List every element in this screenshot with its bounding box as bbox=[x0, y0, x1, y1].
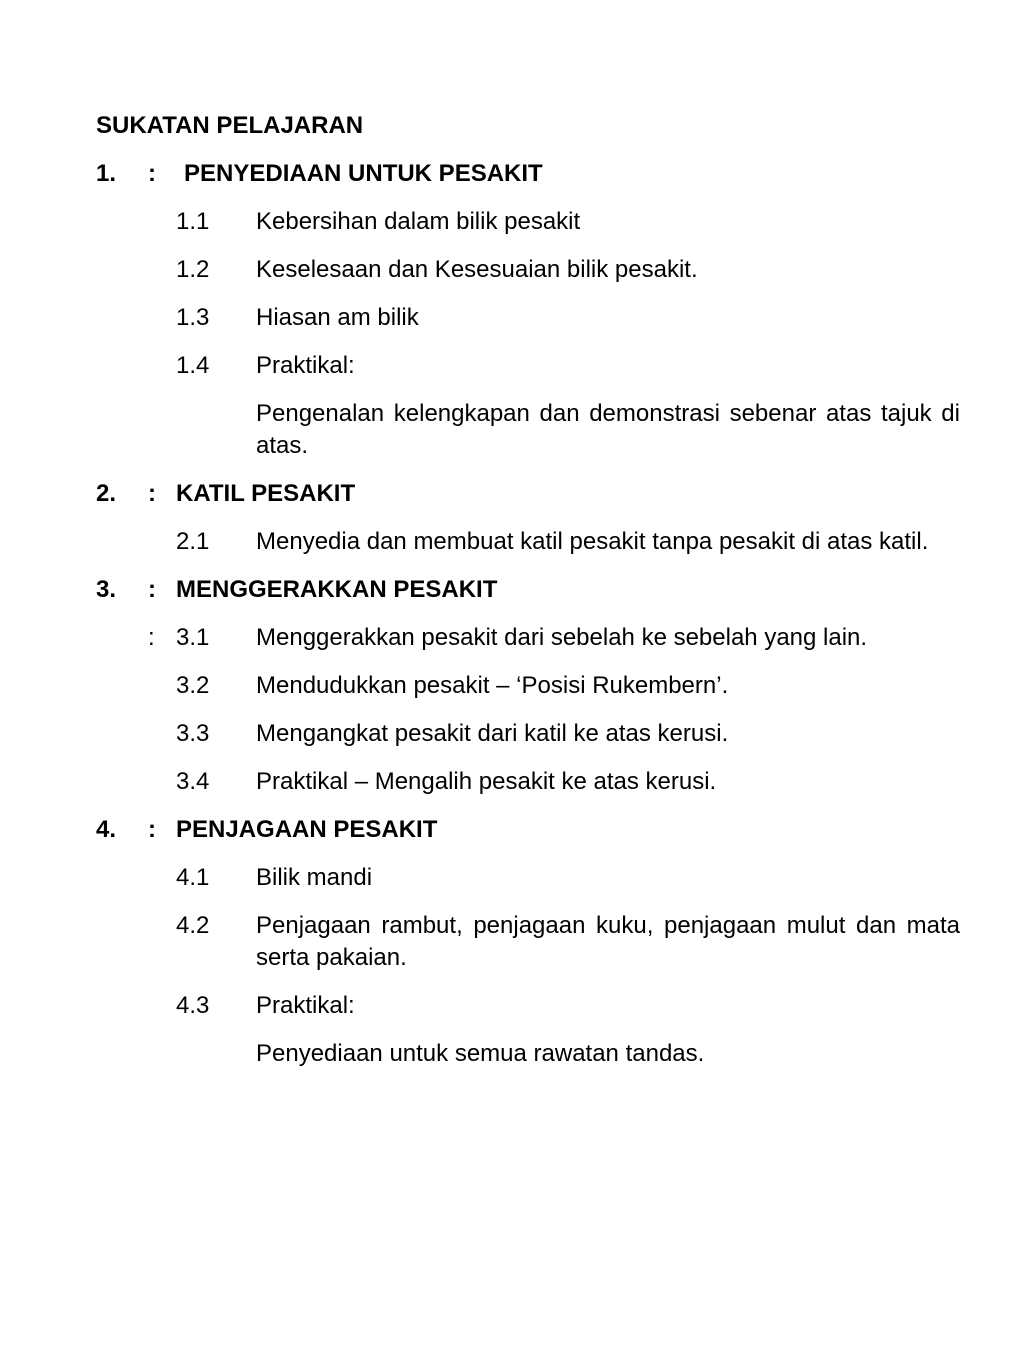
item-text: Praktikal: bbox=[256, 352, 355, 379]
section-number: 1. bbox=[96, 160, 117, 187]
section-number: 4. bbox=[96, 816, 117, 843]
section-colon: : bbox=[148, 816, 156, 843]
note-text: Penyediaan untuk semua rawatan tandas. bbox=[256, 1040, 705, 1067]
item-text: Hiasan am bilik bbox=[256, 304, 419, 331]
syllabus-document bbox=[96, 110, 960, 1086]
section-colon: : bbox=[148, 480, 156, 507]
item-number: 3.4 bbox=[176, 768, 210, 795]
item-number: 4.2 bbox=[176, 912, 210, 939]
item-number: 2.1 bbox=[176, 528, 210, 555]
list-item bbox=[96, 910, 960, 974]
item-number: 1.2 bbox=[176, 256, 210, 283]
item-number: 4.1 bbox=[176, 864, 210, 891]
note-text: Pengenalan kelengkapan dan demonstrasi sebenar atas tajuk di atas. bbox=[256, 400, 960, 459]
section-heading-4 bbox=[96, 814, 960, 846]
list-item bbox=[96, 254, 960, 286]
section-colon: : bbox=[148, 576, 156, 603]
section-title: PENJAGAAN PESAKIT bbox=[176, 816, 438, 843]
item-text: Penjagaan rambut, penjagaan kuku, penjagaan mulut dan mata serta pakaian. bbox=[256, 912, 960, 971]
item-text: Menggerakkan pesakit dari sebelah ke sebelah yang lain. bbox=[256, 624, 868, 651]
item-text: Mendudukkan pesakit – ‘Posisi Rukembern’. bbox=[256, 672, 729, 699]
section-heading-3 bbox=[96, 574, 960, 606]
list-item bbox=[96, 766, 960, 798]
list-item bbox=[96, 718, 960, 750]
item-number: 3.1 bbox=[176, 624, 210, 651]
section-heading-1 bbox=[96, 158, 960, 190]
item-text: Praktikal: bbox=[256, 992, 355, 1019]
item-number: 3.3 bbox=[176, 720, 210, 747]
item-number: 3.2 bbox=[176, 672, 210, 699]
list-item bbox=[96, 990, 960, 1022]
item-note bbox=[96, 398, 960, 462]
section-title: MENGGERAKKAN PESAKIT bbox=[176, 576, 498, 603]
document-title: SUKATAN PELAJARAN bbox=[96, 112, 364, 139]
list-item bbox=[96, 206, 960, 238]
list-item bbox=[96, 526, 960, 558]
list-item bbox=[96, 302, 960, 334]
list-item bbox=[96, 670, 960, 702]
list-item bbox=[96, 350, 960, 382]
list-item bbox=[96, 862, 960, 894]
item-note bbox=[96, 1038, 960, 1070]
item-text: Bilik mandi bbox=[256, 864, 373, 891]
item-text: Praktikal – Mengalih pesakit ke atas kerusi. bbox=[256, 768, 717, 795]
list-item bbox=[96, 622, 960, 654]
item-text: Menyedia dan membuat katil pesakit tanpa pesakit di atas katil. bbox=[256, 528, 929, 555]
item-text: Mengangkat pesakit dari katil ke atas kerusi. bbox=[256, 720, 729, 747]
section-number: 3. bbox=[96, 576, 117, 603]
item-text: Keselesaan dan Kesesuaian bilik pesakit. bbox=[256, 256, 698, 283]
item-number: 4.3 bbox=[176, 992, 210, 1019]
section-heading-2 bbox=[96, 478, 960, 510]
item-lead-colon: : bbox=[148, 624, 155, 651]
item-number: 1.1 bbox=[176, 208, 210, 235]
section-title: KATIL PESAKIT bbox=[176, 480, 356, 507]
section-title: PENYEDIAAN UNTUK PESAKIT bbox=[184, 160, 543, 187]
item-number: 1.4 bbox=[176, 352, 210, 379]
section-colon: : bbox=[148, 160, 156, 187]
section-number: 2. bbox=[96, 480, 117, 507]
item-number: 1.3 bbox=[176, 304, 210, 331]
item-text: Kebersihan dalam bilik pesakit bbox=[256, 208, 581, 235]
